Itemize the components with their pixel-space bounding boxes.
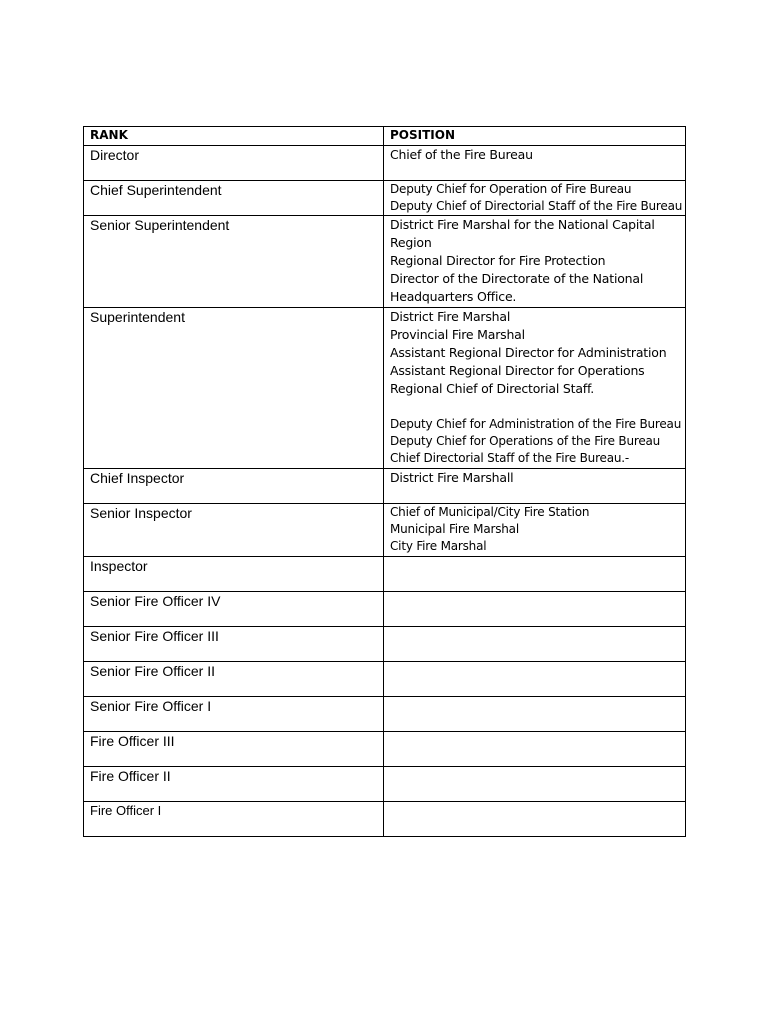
- table-row: [84, 469, 686, 504]
- position-cell: [384, 557, 686, 592]
- position-line: Chief of Municipal/City Fire Station: [390, 505, 590, 519]
- position-line: Municipal Fire Marshal: [390, 522, 519, 536]
- position-line: Chief of the Fire Bureau: [390, 147, 533, 162]
- position-line: Provincial Fire Marshal: [390, 327, 525, 342]
- position-cell: [384, 216, 686, 308]
- position-line: District Fire Marshall: [390, 470, 514, 485]
- table-row: [84, 627, 686, 662]
- table-row: [84, 146, 686, 181]
- position-line: Deputy Chief for Operation of Fire Bureau: [390, 182, 632, 196]
- table-row: [84, 308, 686, 469]
- rank-cell: Chief Inspector: [84, 469, 384, 504]
- position-line: Regional Chief of Directorial Staff.: [390, 381, 595, 396]
- rank-cell: Chief Superintendent: [84, 181, 384, 216]
- table-header-row: [84, 127, 686, 146]
- table-row: [84, 697, 686, 732]
- position-line: District Fire Marshal for the National Capital Region: [390, 217, 655, 250]
- position-cell: [384, 592, 686, 627]
- position-line: Director of the Directorate of the National Headquarters Office.: [390, 271, 644, 304]
- table-row: [84, 216, 686, 308]
- table-row: [84, 767, 686, 802]
- position-cell: [384, 504, 686, 557]
- table-row: [84, 557, 686, 592]
- rank-header: RANK: [84, 127, 384, 146]
- position-spacer: [390, 398, 679, 416]
- rank-cell: Superintendent: [84, 308, 384, 469]
- position-line: Regional Director for Fire Protection: [390, 253, 606, 268]
- rank-cell: Senior Inspector: [84, 504, 384, 557]
- position-cell: [384, 767, 686, 802]
- position-cell: [384, 732, 686, 767]
- position-line: Deputy Chief for Administration of the Fire Bureau: [390, 417, 682, 431]
- rank-cell: Senior Fire Officer I: [84, 697, 384, 732]
- position-line: Deputy Chief for Operations of the Fire Bureau: [390, 434, 661, 448]
- rank-cell: Senior Fire Officer IV: [84, 592, 384, 627]
- position-cell: [384, 627, 686, 662]
- rank-cell: Senior Superintendent: [84, 216, 384, 308]
- position-cell: [384, 469, 686, 504]
- table-row: [84, 504, 686, 557]
- position-line: City Fire Marshal: [390, 539, 487, 553]
- position-line: Chief Directorial Staff of the Fire Bureau.-: [390, 451, 630, 465]
- rank-position-table: [83, 126, 686, 837]
- rank-cell: Fire Officer III: [84, 732, 384, 767]
- rank-cell: Director: [84, 146, 384, 181]
- rank-cell: Senior Fire Officer II: [84, 662, 384, 697]
- table-row: [84, 181, 686, 216]
- position-cell: [384, 181, 686, 216]
- position-line: Assistant Regional Director for Operations: [390, 363, 645, 378]
- position-cell: [384, 802, 686, 837]
- position-cell: [384, 697, 686, 732]
- rank-cell: Fire Officer I: [84, 802, 384, 837]
- position-line: Deputy Chief of Directorial Staff of the Fire Bureau: [390, 199, 683, 213]
- rank-cell: Senior Fire Officer III: [84, 627, 384, 662]
- table-row: [84, 732, 686, 767]
- table-row: [84, 662, 686, 697]
- position-cell: [384, 662, 686, 697]
- position-cell: [384, 308, 686, 469]
- position-cell: [384, 146, 686, 181]
- position-line: Assistant Regional Director for Administration: [390, 345, 667, 360]
- table-row: [84, 592, 686, 627]
- position-header: POSITION: [384, 127, 686, 146]
- table-row: [84, 802, 686, 837]
- rank-cell: Fire Officer II: [84, 767, 384, 802]
- position-line: District Fire Marshal: [390, 309, 511, 324]
- rank-cell: Inspector: [84, 557, 384, 592]
